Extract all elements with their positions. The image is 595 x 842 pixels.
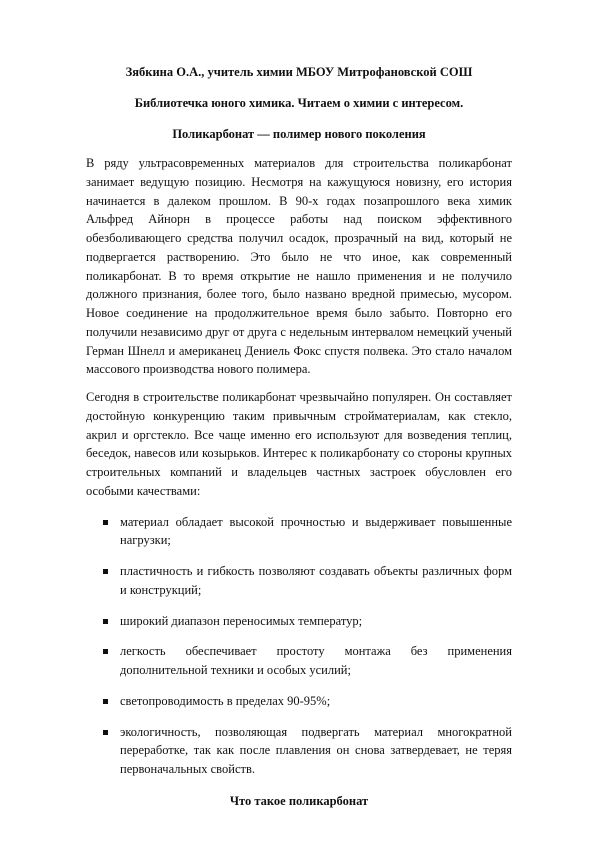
list-item (86, 612, 512, 631)
article-title: Поликарбонат — полимер нового поколения (172, 127, 426, 141)
square-bullet-icon (103, 619, 108, 624)
square-bullet-icon (103, 520, 108, 525)
list-item (86, 642, 512, 680)
list-item (86, 723, 512, 779)
list-item (86, 562, 512, 600)
list-item-text: материал обладает высокой прочностью и выдерживает повышенные нагрузки; (120, 514, 512, 548)
list-item (86, 513, 512, 551)
paragraph-history: В ряду ультрасовременных материалов для строительства поликарбонат занимает ведущую позицию. Несмотря на кажущуюся новизну, его история начинается в далеком прошлом. В 90-х годах позапрошлого века химик Альфред Айнорн в процессе работы над поиском эффективного обезболивающего средства получил осадок, прозрачный на вид, который не подвергается растворению. Это было не что иное, как современный поликарбонат. В то время открытие не нашло применения и не получило должного признания, более того, было названо вредной примесью, мусором. Новое соединение на продолжительное время было забыто. Повторно его получили независимо друг от друга с недельным интервалом немецкий ученый Герман Шнелл и американец Дениель Фокс спустя полвека. Это стало началом массового производства нового полимера. (86, 156, 512, 377)
list-item-text: легкость обеспечивает простоту монтажа без применения дополнительной техники и особых усилий; (120, 644, 512, 677)
square-bullet-icon (103, 649, 108, 654)
qualities-list (86, 513, 512, 779)
list-item-text: широкий диапазон переносимых температур; (120, 613, 363, 628)
list-item-text: пластичность и гибкость позволяют создавать объекты различных форм и конструкций; (120, 564, 512, 597)
square-bullet-icon (103, 730, 108, 735)
square-bullet-icon (103, 569, 108, 574)
list-item-text: светопроводимость в пределах 90-95%; (120, 693, 331, 708)
paragraph-popularity: Сегодня в строительстве поликарбонат чрезвычайно популярен. Он составляет достойную конкуренцию таким привычным стройматериалам, как стекло, акрил и оргстекло. Все чаще именно его используют для возведения теплиц, беседок, навесов или козырьков. Интерес к поликарбонату со стороны крупных строительных компаний и владельцев частных застроек обусловлен его особыми качествами: (86, 390, 512, 498)
square-bullet-icon (103, 699, 108, 704)
series-subtitle: Библиотечка юного химика. Читаем о химии с интересом. (134, 96, 464, 110)
author-line: Зябкина О.А., учитель химии МБОУ Митрофановской СОШ (125, 65, 473, 79)
section-heading: Что такое поликарбонат (229, 793, 369, 808)
document-content (86, 64, 512, 809)
list-item (86, 692, 512, 711)
list-item-text: экологичность, позволяющая подвергать материал многократной переработке, так как после плавления он снова затвердевает, не теряя первоначальных свойств. (120, 724, 512, 776)
